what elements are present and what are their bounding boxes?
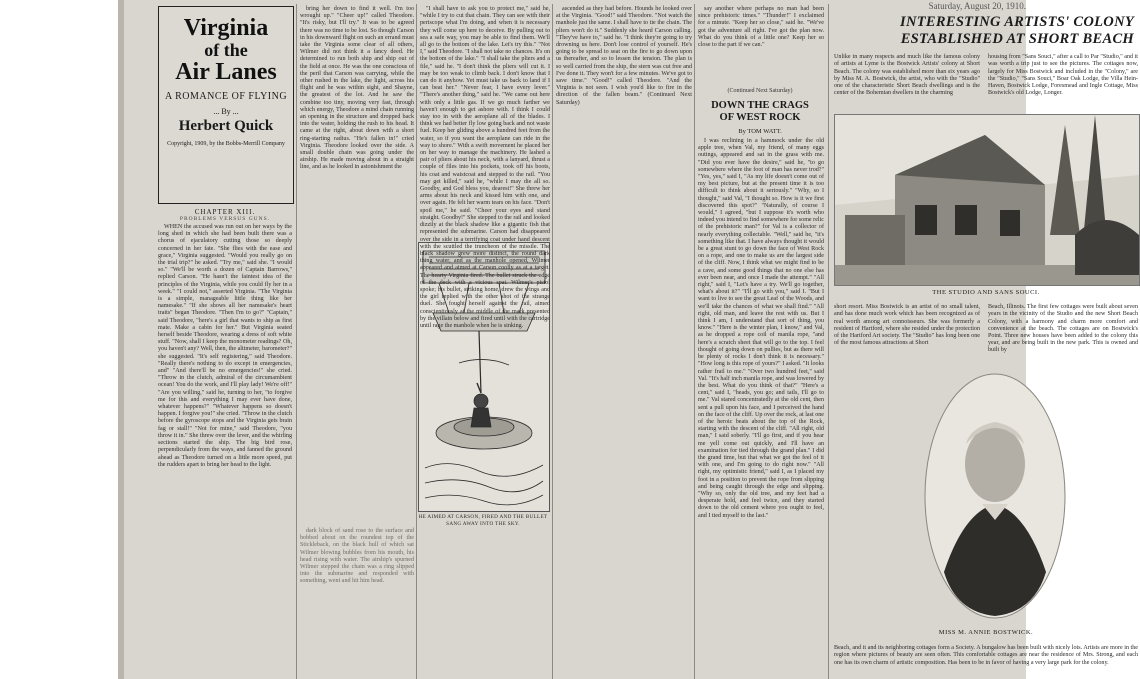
crags-title [696, 100, 824, 124]
crags-column-top [698, 6, 824, 84]
serial-col4-text: ascended as they had before. Hounds he looked over at the Virginia. "Good!" said Theodore. "Not watch the manhole just the same. I shall have to tie the chain. The pliers won't do it." Suddenly she heard Carson calling. "They've have to," said he. "I think they're going to try drowning us here. Don't lose control of yourself. He's going to be spread to seat on the fire to go down upon us thereafter, and so to lessen the tension. The plan is so well carried from the ship, the stern was cut free and I've done it. They won't for a few minutes. We've got to save time." "Good!" called Theodore. "And the Virginia is not seen. I wish you'd like to fire in the direction of the fallen beam." (Continued Next Saturday) [556, 6, 692, 106]
column-rule [828, 4, 829, 679]
crags-text: I was reclining in a hammock under the old apple tree, when Val, my friend, of many eggs outings, appeared and sat in the grass with me. "Did you ever have the desire," said he, "to go somewhere where the foot of man has never trod?" "Yes, yes," said I, "As my life doesn't come out of my best picture, but at the present time it is too difficult to think about it seriously." "Why, so I thought," said Val, "I thought so. How is it we first discovered this spot?" "Naturally, of course I would," I agreed, "but I suppose it's worth who indeed you intend to find somewhere for some relic of the prehistoric man?" for Val is a collector of nearly everything collectable. "Well," said he, "it's something like that. I have always thought it would be a great stunt to go down the face of West Rock on a rope, and one to make us are the largest side of the cliff. Now, I think what we might find to be a cave, and some good things that no one else has ever been near, and once I made the attempt." "All right," said I, "Let's have a try. We'll go together, what's about it?" "I'll go with you," said I. "But I want to live to see the great Leaf of the Woods, and we'll take the chances of what we shall find." "All right, old man, and leave the rest with us. But I think I am, I understand that sort of thing, you know." "Here is the winter plan, I know," and Val, as he dropped a rope coil of manila rope, "and here's a scratch sheet that will go to the top. I feel thought of going down on pullies, but as there will be plenty of rocks I don't think it is necessary." "How long is this rope of yours?" I asked. "It looks rather frail to me." "Over two hundred feet," said Val. "It's half inch manila rope, and was lowered by the best. What do you think of that?" "Here's a cent," said I, "heads, you go; and tails, I'll go to me." Val stared concentratedly at the old cent, then sent a pull upon his face, and I perceived the hand on the face of the cliff. Up over the rock, at last one of the heroic beats about the top of the Rock, starting with the descent of the cliff. "All right, old man," I said soberly. "I'll go first, and if you hear me yell come out quickly, and I'll have an examination for tied through the grand plan." I did the grand time, but that what we got the feel of it with one, and I'm going to do right now." "All right, my optimistic friend," said I, as I placed my foot in a position to prevent the rope from slipping and being caught through the edge and slipping. "Why so, only the old tree, and my feet had a desperate hold, and feel twice, and they started down to the old cement where you ought to feel, and I tied myself to the last." [698, 138, 824, 519]
serial-column-1 [158, 224, 292, 676]
studio-photo [834, 114, 1140, 286]
serial-title-line2: of the [204, 40, 248, 60]
serial-col1-text: WHEN the accused was run out on her ways by the long shed in which she had been built there was a chorus of ejaculatory cutting those so deeply concerned in her fate. "She flies with the ease and grace," Virginia suggested. "Would you really go on the trial trip?" he asked. "Try me," said she. "I would so." "We'll be worth a dozen of Captain Barrows," replied Carson. "He hasn't the faintest idea of the principles of the Virginia, while you could fly her in a week." "I could not," asserted Virginia. "The Virginia is a simple, manageable little thing like her namesake." "If she shows all her namesake's heart traits" began Theodore. "Then I'm to go?" "Captain," said Theodore, "here's a girl that wants to ship as first mate. Make a cabin for her." But Virginia seated herself beside Theodore, wearing a dress of soft white stuff. "Now, shall I keep the monometer readings? Oh, you haven't any? Well, then, the altimeter, barometer?" she suggested. "It's self registering," said Theodore. "Really there's nothing to do except in emergencies, and" "And there'll be no emergencies!" she cried. "Throw in the clutch, admiral of the circumambient ocean! You do the work, and I'll play lady! We're off!" "Are you willing," said he, turning to her, "to forgive me for this and everything I may ever have done, whatever happens?" "Whatever happens so doesn't happen. I forgive you!" she cried. "Throw in the clutch before the gyroscope stops and the Virginia gets brain fag or stall!" "Not for mine," said Theodore, "you throw it in." She threw over the lever, and the whirling sections started the ship. The big bird rose, perpendicularly from the ways, and fanned the ground ahead as Theodore turned on a little more speed, put the rudders apart to bring her head to the light. [158, 224, 292, 468]
crags-column [698, 138, 824, 676]
artists-headline [834, 14, 1134, 48]
serial-title-line1: Virginia [183, 15, 269, 41]
column-rule [296, 4, 297, 679]
illustration-caption: HE AIMED AT CARSON, FIRED AND THE BULLET SANG AWAY INTO THE SKY. [418, 514, 548, 527]
column-rule [694, 4, 695, 679]
serial-col2-text: bring her down to find it well. I'm too wrought up." "Cheer up!" called Theodore. "It's risky, but I'll try." It was to be agreed there was no time to be lost. So though Carson in his downward flight on such an errand must take the Virginia some clear of all others, Wilmer did not think it a fancy deed. He determined to run both ship and ship out of the field at once. He was the one conscious of the peril that Carson was carrying, while the other rushed in the lake, the light, across his flight and he was within sight, and Shayne, the greatest of the lot. And he saw the combine too tiny, moving very fast, through which energy, Theodore a mind chain running an opening in the structure and dropped back into the water, holding the rush to his head. It came at the right, about down with a short ring-starting radius. "He's fallen in!" cried Virginia. Theodore looked over the side. A small double chain was going under the airship. He made moving about in a straight line, and as he looked in astonishment the [300, 6, 414, 171]
serial-column-2-lower: dark block of sand rose to the surface and bobbed about on the roundest top of the Stickleback, on the black hull of which sat Wilmer blowing bubbles from his mouth, his head rising with water. The airship's spurned Wilmer stepped the chain was a ring slipped into the submarine and responded with something, went and hit him head. [300, 528, 414, 585]
artists-headline-line2: ESTABLISHED AT SHORT BEACH [900, 31, 1134, 47]
artists-headline-line1: INTERESTING ARTISTS' COLONY [900, 14, 1134, 30]
column-rule [552, 4, 553, 679]
serial-column-2 [300, 6, 414, 242]
chapter-heading: CHAPTER XIII. [194, 208, 256, 216]
crags-title-line1: DOWN THE CRAGS [711, 100, 809, 111]
studio-photo-caption: THE STUDIO AND SANS SOUCI. [932, 289, 1040, 296]
artists-text-right-body: housing from "Sans Souci," after a call to Par "Studio," and it was worth a trip just to see the pictures. The cottages now, largely for Miss Bostwick and included in the "Colony," are the "Studio," "Sans Souci," Boar Oak Lodge, the Villa Hein-Haven, Bostwick Lodge, Foresmead and Ingle Cottage, Miss Bostwick's old Lodge, Longer. [988, 54, 1138, 97]
portrait-photo [924, 372, 1066, 620]
artists-mid-left-body: short resort. Miss Bostwick is an artist of no small talent, and has done much work which has been recognized as of real worth among art connoisseurs. She was formerly a resident of Hartford, where she resided under the protection of the Hartford Art society. The "Studio" has long been one of the most famous attractions at Short [834, 304, 980, 347]
newspaper-page [118, 0, 1138, 679]
serial-title-box [158, 6, 294, 204]
crags-col-top-text: say another where perhaps no man had been since prehistoric times." "Thunder!" I exclaimed for a minute. "Keep her so close," said he. "We've got the adventure all right. I've got the plan now. What do you think of a little one? Keep her so close to the part if we can." [698, 6, 824, 49]
artists-bottom-body: Beach, and it and its neighboring cottages form a Society. A bungalow has been built with nicely lots. Artists are more in the region where pictures of beauty are seen often. This comfortable cottages are near the residence of Mrs. Strong, and each one has its own charm of artistic composition. Has been to be in favor of having a very large park for the colony. [834, 645, 1138, 666]
artists-mid-left [834, 298, 980, 368]
serial-subtitle: A ROMANCE OF FLYING [164, 91, 288, 102]
serial-by: ... By ... [213, 107, 239, 116]
artists-text-left [834, 48, 980, 110]
serial-column-3 [420, 6, 551, 329]
serial-title-line3: Air Lanes [175, 59, 277, 85]
column-rule [416, 4, 417, 679]
artists-text-right [988, 48, 1138, 110]
page-date: Saturday, August 20, 1910. [928, 1, 1026, 11]
artists-mid-right-body: Beach, Illinois. The first few cottages were built about seven years in the vicinity of the Studio and the new Short Beach Colony, with a harmony and charm more comfort and convenience at the beach. The cottages are on Bostwick's Point. Three new houses have been added to the colony this year, and are being built in the new park. This is owned and built by [988, 304, 1138, 354]
serial-copyright: Copyright, 1909, by the Bobbs-Merrill Company [167, 141, 285, 147]
crags-byline: By TOM WATT. [738, 128, 782, 135]
artists-bottom [834, 639, 1138, 677]
serial-column-4 [556, 6, 692, 676]
serial-col3-text: "I shall have to ask you to protect me," said he, "while I try to cut that chain. They can see with their periscope what I'm doing, and when it is necessary they will come up here to deceive. By pulling out to sea a safe way, you may be able to find them. We'll all go to the bottom of the lake. Let's try this." "Not I," said Theodore. "I shall not take no chances. It's on the bottom of the lake." "I shall take the pliers and a file," said he. "I don't think the pliers will cut it. I may be too weak to climb back. I don't know that I can do it anyhow. Yet must take us back to land if I can beat her." "Never fear, I have every lever." "There's another thing," said he. "We came out here with only a little gas. If we go much farther we haven't enough to get ashore with. I think I could stay too in with the aeroplane all of the blades. I think we had better fly low going back and not waste fuel. Keep her gliding above a hundred feet from the water, so if you want the aeroplane can ride in the way to shore." With a swift movement he placed her on her way to manage the machinery. He lashed a pair of pliers about his neck, with a lanyard, thrust a couple of files into his pockets, took off his boots, his coat and waistcoat and stepped to the rail. "You may get killed," said he, "while I may die all so. Goodby, and God bless you, dearest!" She threw her arms about his neck and kissed him with one, and over again. He felt her warm tears on his face. "Don't spoil me," he said. "Cheer your eyes and stand straight. Goodby!" She stepped to the rail and looked dizzily at the black shadow like a gigantic fish that represented the submarine. Carson had disappeared over the side in a terrifying coat under hand descent with the scuttled the truncheon of the missile. The black shadow grew more distinct, the round dark thing water, and as the manhole opened, Wilmer appeared and aimed at Carson coolly as at a target. The hearty Virginia fired. The bullet struck the edge of the deck with a vicious spat. Wilmer's pistol spoke; his bullet, striking home, drew the wings and the girl replied with the other shot of the strange duel. She fought herself against the rail, aimed conscientiously at the middle of the mark presented by the villain below and fired until with the cartridge until rage the manhole when he is sinking. [420, 6, 551, 329]
serial-author: Herbert Quick [178, 118, 274, 134]
continued-notice: (Continued Next Saturday) [727, 88, 793, 94]
crags-title-line2: OF WEST ROCK [719, 112, 801, 123]
house-photo [835, 115, 1139, 285]
page-binding-edge [118, 0, 124, 679]
artists-mid-right [988, 298, 1138, 368]
portrait-caption: MISS M. ANNIE BOSTWICK. [938, 629, 1034, 636]
artists-text-left-body: Unlike in many respects and much like the famous colony of artists at Lyme is the Bostwick Artists' colony at Short Beach. The colony was established more than six years ago by Miss M. A. Bostwick, the artist, who with the "Studio" one of the characteristic Short Beach dwellings and is the center of the Bohemian dwellers in the charming [834, 54, 980, 97]
chapter-subheading: PROBLEMS VERSUS GUNS. [179, 216, 271, 222]
